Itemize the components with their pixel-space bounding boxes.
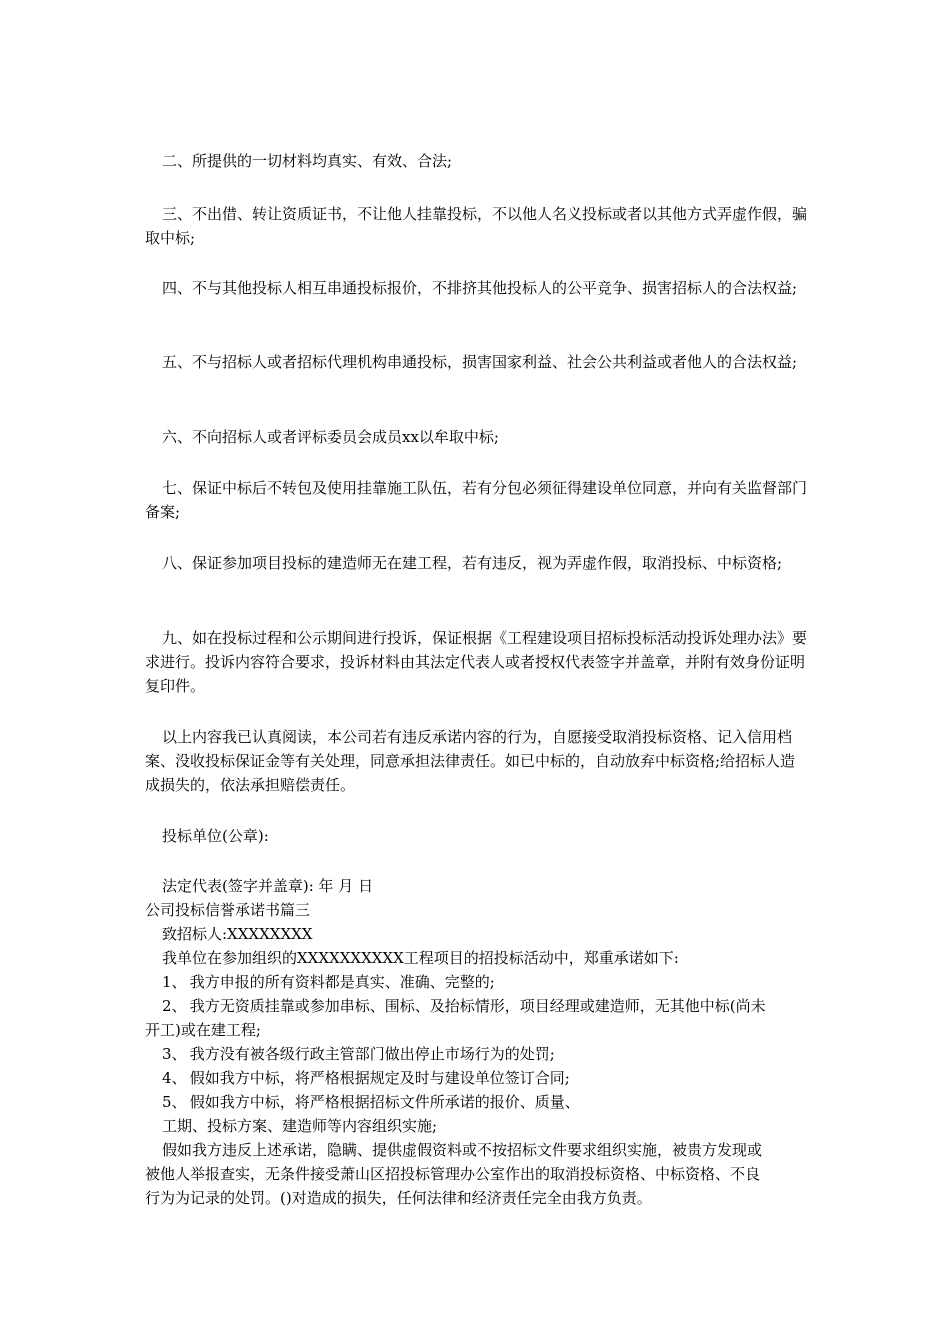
final-line-1: 假如我方违反上述承诺，隐瞒、提供虚假资料或不按招标文件要求组织实施，被贵方发现或	[162, 1141, 763, 1159]
intro-line: 我单位在参加组织的XXXXXXXXXX工程项目的招投标活动中，郑重承诺如下:	[162, 949, 679, 967]
addressee: 致招标人:XXXXXXXX	[162, 925, 313, 943]
promise-4: 四、不与其他投标人相互串通投标报价，不排挤其他投标人的公平竞争、损害招标人的合法权益;	[162, 279, 798, 297]
promise-9: 九、如在投标过程和公示期间进行投诉，保证根据《工程建设项目招标投标活动投诉处理办法》要求进行。投诉内容符合要求，投诉材料由其法定代表人或者授权代表签字并盖章，并附有效身份证明复印件。	[145, 629, 808, 695]
list-item: 2、 我方无资质挂靠或参加串标、围标、及抬标情形，项目经理或建造师，无其他中标(尚未	[162, 997, 766, 1015]
list-item: 3、 我方没有被各级行政主管部门做出停止市场行为的处罚;	[162, 1045, 555, 1063]
section-three	[145, 898, 815, 1210]
list-item: 5、 假如我方中标，将严格根据招标文件所承诺的报价、质量、	[162, 1093, 580, 1111]
promise-2: 二、所提供的一切材料均真实、有效、合法;	[162, 152, 453, 170]
promise-5: 五、不与招标人或者招标代理机构串通投标，损害国家利益、社会公共利益或者他人的合法权益;	[162, 353, 798, 371]
promise-3: 三、不出借、转让资质证书，不让他人挂靠投标，不以他人名义投标或者以其他方式弄虚作假，骗取中标;	[145, 205, 808, 247]
section-title: 公司投标信誉承诺书篇三	[145, 901, 311, 919]
closing-statement: 以上内容我已认真阅读，本公司若有违反承诺内容的行为，自愿接受取消投标资格、记入信用档案、没收投标保证金等有关处理，同意承担法律责任。如已中标的，自动放弃中标资格;给招标人造成损失的，依法承担赔偿责任。	[145, 728, 796, 794]
final-line-2: 被他人举报查实，无条件接受萧山区招投标管理办公室作出的取消投标资格、中标资格、不良	[145, 1165, 761, 1183]
list-item-continuation: 工期、投标方案、建造师等内容组织实施;	[162, 1117, 438, 1135]
final-line-3: 行为为记录的处罚。()对造成的损失，任何法律和经济责任完全由我方负责。	[145, 1189, 652, 1207]
promise-8: 八、保证参加项目投标的建造师无在建工程，若有违反，视为弄虚作假，取消投标、中标资格;	[162, 554, 783, 572]
list-item-continuation: 开工)或在建工程;	[145, 1021, 261, 1039]
list-item: 1、 我方申报的所有资料都是真实、准确、完整的;	[162, 973, 495, 991]
legal-rep-signature: 法定代表(签字并盖章): 年 月 日	[162, 877, 374, 895]
promise-7: 七、保证中标后不转包及使用挂靠施工队伍，若有分包必须征得建设单位同意，并向有关监督部门备案;	[145, 479, 808, 521]
list-item: 4、 假如我方中标，将严格根据规定及时与建设单位签订合同;	[162, 1069, 570, 1087]
bidder-unit-signature: 投标单位(公章):	[162, 827, 269, 845]
promise-6: 六、不向招标人或者评标委员会成员xx以牟取中标;	[162, 428, 499, 446]
